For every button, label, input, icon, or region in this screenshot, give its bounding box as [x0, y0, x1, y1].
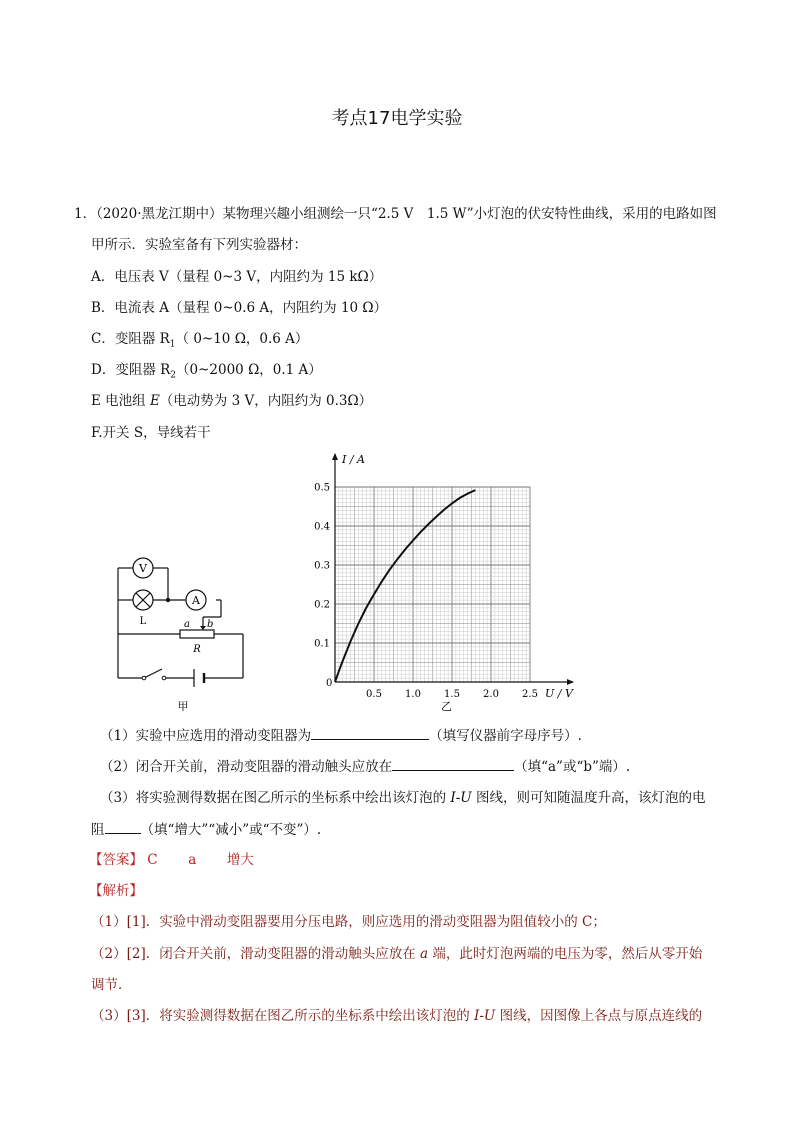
analysis-label: 【解析】 [89, 883, 143, 899]
answer-value-3: 增大 [226, 852, 254, 868]
analysis-3-text: （3）[3]．将实验测得数据在图乙所示的坐标系中绘出该灯泡的 [91, 1008, 475, 1024]
sub-question-3 [100, 788, 705, 808]
question-intro-line2: 甲所示．实验室备有下列实验器材： [91, 237, 307, 253]
y-axis-arrow-icon [332, 453, 338, 460]
x-tick-label: 1.5 [444, 689, 460, 700]
chart-caption: 乙 [441, 700, 452, 712]
rheostat-label: R [193, 644, 201, 655]
y-tick-label: 0.3 [314, 560, 330, 572]
lamp-label: L [139, 616, 147, 627]
switch-pivot [142, 676, 146, 680]
x-axis-label: U / V [545, 687, 573, 700]
analysis-3-symbol: I-U [474, 1008, 496, 1024]
option-c-subscript: 1 [169, 339, 176, 350]
option-e-text: E 电池组 [91, 393, 150, 409]
option-d-subscript: 2 [170, 370, 177, 381]
sub-question-2 [100, 756, 630, 777]
switch-contact [162, 676, 166, 680]
option-e [91, 391, 372, 411]
analysis-2-line2: 调节． [91, 977, 132, 993]
rheostat-end-b: b [207, 619, 214, 630]
option-c-range: （ 0~10 Ω，0.6 A） [175, 331, 309, 347]
sub-question-3-line2 [91, 819, 321, 840]
option-b: B．电流表 A（量程 0~0.6 A，内阻约为 10 Ω） [91, 300, 388, 316]
origin-label: 0 [326, 678, 333, 689]
option-a: A．电压表 V（量程 0~3 V，内阻约为 15 kΩ） [91, 269, 383, 285]
analysis-2 [91, 944, 702, 964]
analysis-2-text-tail: 端，此时灯泡两端的电压为零，然后从零开始 [428, 946, 703, 962]
answer-line [89, 850, 254, 870]
y-tick-label: 0.2 [314, 599, 330, 611]
ammeter-label: A [192, 594, 200, 607]
question-intro-line1: 1．（2020·黑龙江期中）某物理兴趣小组测绘一只“2.5 V 1.5 W”小灯泡的伏安特性曲线，采用的电路如图 [74, 206, 717, 222]
rheostat-end-a: a [184, 619, 190, 630]
x-tick-label: 1.0 [405, 689, 421, 700]
sub-question-1 [100, 725, 582, 746]
chart-ticks [314, 483, 538, 701]
option-e-spec: （电动势为 3 V，内阻约为 0.3Ω） [159, 393, 373, 409]
sub-question-1-hint: （填写仪器前字母序号）. [429, 728, 582, 744]
option-d-text: D．变阻器 R [91, 362, 171, 378]
sub-question-1-text: （1）实验中应选用的滑动变阻器为 [100, 728, 312, 744]
y-tick-label: 0.5 [314, 482, 330, 494]
x-axis-arrow-icon [567, 679, 574, 685]
sub-question-2-hint: （填“a”或“b”端）. [514, 759, 631, 775]
answer-blank-1[interactable] [311, 725, 429, 740]
sub-question-3-word: 阻 [91, 822, 105, 838]
sub-question-3-text-tail: 图线，则可知随温度升高，该灯泡的电 [471, 790, 706, 806]
analysis-2-symbol: a [420, 946, 429, 962]
x-tick-label: 2.0 [483, 689, 499, 700]
analysis-1: （1）[1]．实验中滑动变阻器要用分压电路，则应选用的滑动变阻器为阻值较小的 C； [91, 914, 606, 930]
voltmeter-label: V [139, 562, 147, 575]
x-tick-label: 2.5 [522, 689, 538, 700]
answer-label: 【答案】 [89, 852, 143, 868]
option-c [91, 329, 308, 355]
circuit-diagram [100, 540, 260, 715]
circuit-caption: 甲 [177, 700, 189, 713]
rheostat-icon [180, 630, 214, 638]
chart-grid [335, 487, 530, 682]
option-f: F.开关 S，导线若干 [91, 425, 211, 441]
option-e-symbol: E [149, 393, 160, 409]
sub-question-3-symbol: I-U [450, 790, 472, 806]
sub-question-3-hint: （填“增大”“减小”或“不变”）. [140, 822, 322, 838]
option-d-range: （0~2000 Ω，0.1 A） [176, 362, 322, 378]
y-axis-label: I / A [342, 453, 365, 466]
analysis-2-text: （2）[2]．闭合开关前，滑动变阻器的滑动触头应放在 [91, 946, 421, 962]
option-c-text: C．变阻器 R [91, 331, 170, 347]
page-title: 考点17电学实验 [331, 108, 463, 129]
y-tick-label: 0.4 [314, 521, 330, 533]
answer-blank-2[interactable] [392, 756, 514, 771]
x-tick-label: 0.5 [366, 689, 382, 700]
sub-question-3-text: （3）将实验测得数据在图乙所示的坐标系中绘出该灯泡的 [100, 790, 451, 806]
answer-value-2: a [188, 852, 197, 868]
answer-blank-3[interactable] [105, 819, 141, 834]
analysis-3-text-tail: 图线，因图像上各点与原点连线的 [495, 1008, 703, 1024]
answer-value-1: C [147, 852, 158, 868]
iu-chart [305, 450, 590, 712]
sub-question-2-text: （2）闭合开关前，滑动变阻器的滑动触头应放在 [100, 759, 393, 775]
y-tick-label: 0.1 [314, 638, 330, 650]
analysis-3 [91, 1006, 702, 1026]
junction-dot [166, 598, 170, 602]
option-d [91, 360, 322, 386]
